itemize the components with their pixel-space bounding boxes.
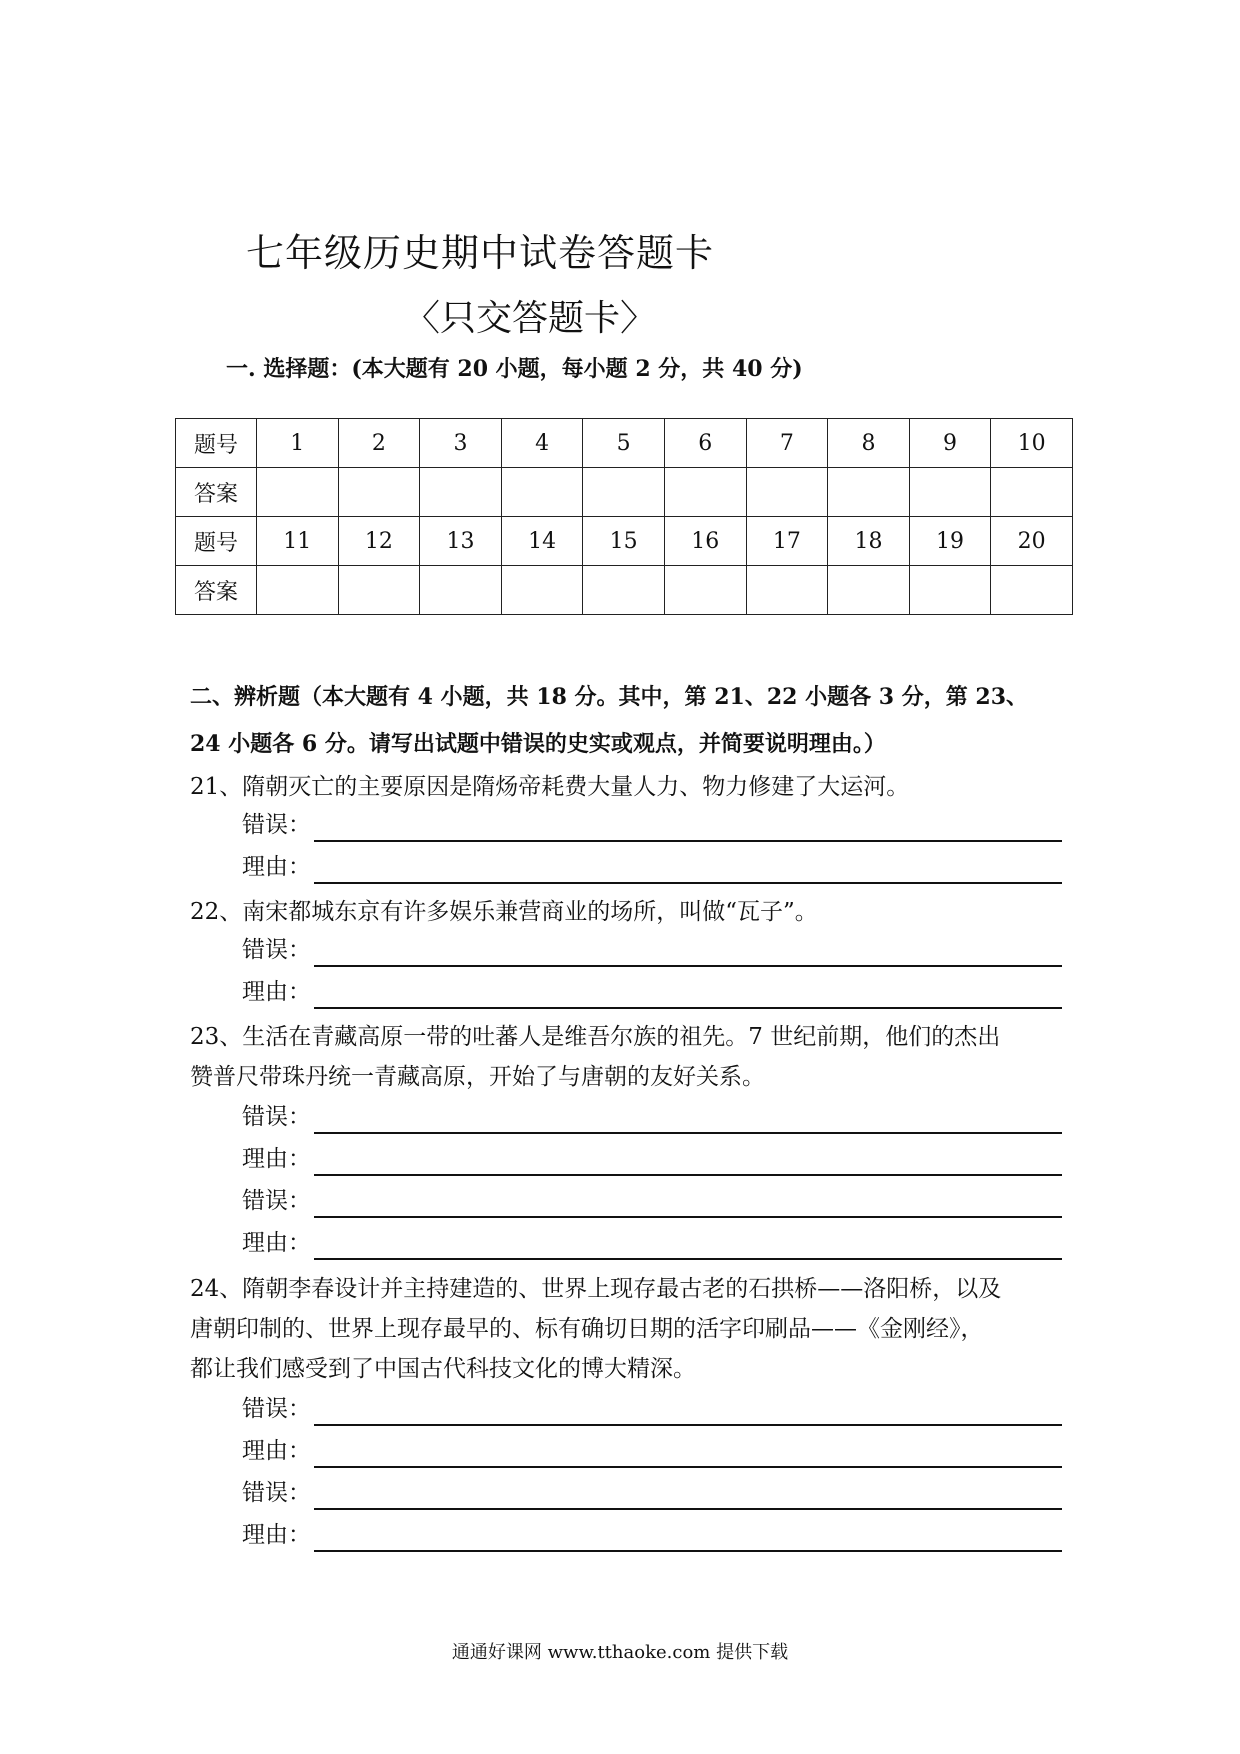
- question-number-cell: 17: [746, 517, 828, 566]
- reason-label: 理由：: [242, 854, 311, 880]
- question-23-line2: 赞普尺带珠丹统一青藏高原，开始了与唐朝的友好关系。: [190, 1064, 765, 1090]
- q23-reason-answer-2: [242, 1224, 1062, 1260]
- q24-error-answer-1: [242, 1390, 1062, 1426]
- answer-cell[interactable]: [664, 468, 746, 517]
- answer-cell[interactable]: [338, 468, 420, 517]
- error-answer-line[interactable]: [314, 1424, 1062, 1426]
- error-label: 错误：: [242, 1188, 311, 1214]
- answer-cell[interactable]: [991, 468, 1073, 517]
- answer-cell[interactable]: [991, 566, 1073, 615]
- question-24-line1: 24、隋朝李春设计并主持建造的、世界上现存最古老的石拱桥——洛阳桥，以及: [190, 1276, 1002, 1302]
- question-number-cell: 2: [338, 419, 420, 468]
- row-header-number: 题号: [176, 419, 257, 468]
- answer-cell[interactable]: [583, 566, 665, 615]
- question-number-cell: 12: [338, 517, 420, 566]
- q23-error-answer-2: [242, 1182, 1062, 1218]
- answer-cell[interactable]: [746, 566, 828, 615]
- row-header-answer: 答案: [176, 566, 257, 615]
- answer-cell[interactable]: [909, 468, 991, 517]
- error-label: 错误：: [242, 1480, 311, 1506]
- question-22: 22、南宋都城东京有许多娱乐兼营商业的场所，叫做“瓦子”。: [190, 899, 818, 925]
- question-number-cell: 14: [501, 517, 583, 566]
- footer-credit: 通通好课网 www.tthaoke.com 提供下载: [451, 1642, 789, 1663]
- answer-cell[interactable]: [746, 468, 828, 517]
- reason-answer-line[interactable]: [314, 882, 1062, 884]
- section2-heading-line2: 24 小题各 6 分。请写出试题中错误的史实或观点，并简要说明理由。）: [190, 731, 886, 757]
- page-subtitle: 〈只交答题卡〉: [404, 298, 657, 339]
- error-label: 错误：: [242, 812, 311, 838]
- reason-label: 理由：: [242, 979, 311, 1005]
- answer-cell[interactable]: [420, 468, 502, 517]
- answer-cell[interactable]: [583, 468, 665, 517]
- answer-cell[interactable]: [501, 566, 583, 615]
- q24-reason-answer-2: [242, 1516, 1062, 1552]
- question-number-cell: 7: [746, 419, 828, 468]
- reason-answer-line[interactable]: [314, 1550, 1062, 1552]
- answer-cell[interactable]: [420, 566, 502, 615]
- reason-answer-line[interactable]: [314, 1174, 1062, 1176]
- q21-reason-answer: [242, 848, 1062, 884]
- question-number-cell: 3: [420, 419, 502, 468]
- question-number-cell: 18: [828, 517, 910, 566]
- answer-cell[interactable]: [257, 566, 339, 615]
- page-title: 七年级历史期中试卷答题卡: [246, 231, 715, 275]
- q24-error-answer-2: [242, 1474, 1062, 1510]
- q21-error-answer: [242, 806, 1062, 842]
- answer-cell[interactable]: [828, 566, 910, 615]
- error-label: 错误：: [242, 1104, 311, 1130]
- question-number-cell: 20: [991, 517, 1073, 566]
- reason-label: 理由：: [242, 1438, 311, 1464]
- error-answer-line[interactable]: [314, 965, 1062, 967]
- q23-error-answer-1: [242, 1098, 1062, 1134]
- q22-error-answer: [242, 931, 1062, 967]
- question-number-cell: 16: [664, 517, 746, 566]
- answer-cell[interactable]: [909, 566, 991, 615]
- question-number-cell: 6: [664, 419, 746, 468]
- row-header-number: 题号: [176, 517, 257, 566]
- question-number-row: [176, 517, 1073, 566]
- error-label: 错误：: [242, 937, 311, 963]
- question-number-cell: 4: [501, 419, 583, 468]
- question-24-line3: 都让我们感受到了中国古代科技文化的博大精深。: [190, 1356, 696, 1382]
- answer-cell[interactable]: [501, 468, 583, 517]
- question-number-cell: 10: [991, 419, 1073, 468]
- reason-answer-line[interactable]: [314, 1466, 1062, 1468]
- question-number-row: [176, 419, 1073, 468]
- question-number-cell: 15: [583, 517, 665, 566]
- question-number-cell: 11: [257, 517, 339, 566]
- answer-row: [176, 468, 1073, 517]
- answer-cell[interactable]: [257, 468, 339, 517]
- question-24-line2: 唐朝印制的、世界上现存最早的、标有确切日期的活字印刷品——《金刚经》，: [190, 1316, 984, 1342]
- error-answer-line[interactable]: [314, 1132, 1062, 1134]
- answer-cell[interactable]: [338, 566, 420, 615]
- reason-answer-line[interactable]: [314, 1007, 1062, 1009]
- error-answer-line[interactable]: [314, 840, 1062, 842]
- question-number-cell: 19: [909, 517, 991, 566]
- question-number-cell: 8: [828, 419, 910, 468]
- multiple-choice-answer-table: [175, 418, 1073, 615]
- q23-reason-answer-1: [242, 1140, 1062, 1176]
- error-answer-line[interactable]: [314, 1508, 1062, 1510]
- reason-label: 理由：: [242, 1230, 311, 1256]
- q22-reason-answer: [242, 973, 1062, 1009]
- section2-heading-line1: 二、辨析题（本大题有 4 小题，共 18 分。其中，第 21、22 小题各 3 分，第 23、: [190, 684, 1029, 710]
- reason-label: 理由：: [242, 1522, 311, 1548]
- answer-cell[interactable]: [828, 468, 910, 517]
- answer-cell[interactable]: [664, 566, 746, 615]
- reason-answer-line[interactable]: [314, 1258, 1062, 1260]
- error-answer-line[interactable]: [314, 1216, 1062, 1218]
- question-number-cell: 5: [583, 419, 665, 468]
- error-label: 错误：: [242, 1396, 311, 1422]
- answer-row: [176, 566, 1073, 615]
- question-number-cell: 9: [909, 419, 991, 468]
- question-number-cell: 13: [420, 517, 502, 566]
- question-23-line1: 23、生活在青藏高原一带的吐蕃人是维吾尔族的祖先。7 世纪前期，他们的杰出: [190, 1024, 1001, 1050]
- question-21: 21、隋朝灭亡的主要原因是隋炀帝耗费大量人力、物力修建了大运河。: [190, 774, 910, 800]
- question-number-cell: 1: [257, 419, 339, 468]
- reason-label: 理由：: [242, 1146, 311, 1172]
- section1-heading: 一. 选择题：(本大题有 20 小题，每小题 2 分，共 40 分): [226, 356, 803, 382]
- row-header-answer: 答案: [176, 468, 257, 517]
- q24-reason-answer-1: [242, 1432, 1062, 1468]
